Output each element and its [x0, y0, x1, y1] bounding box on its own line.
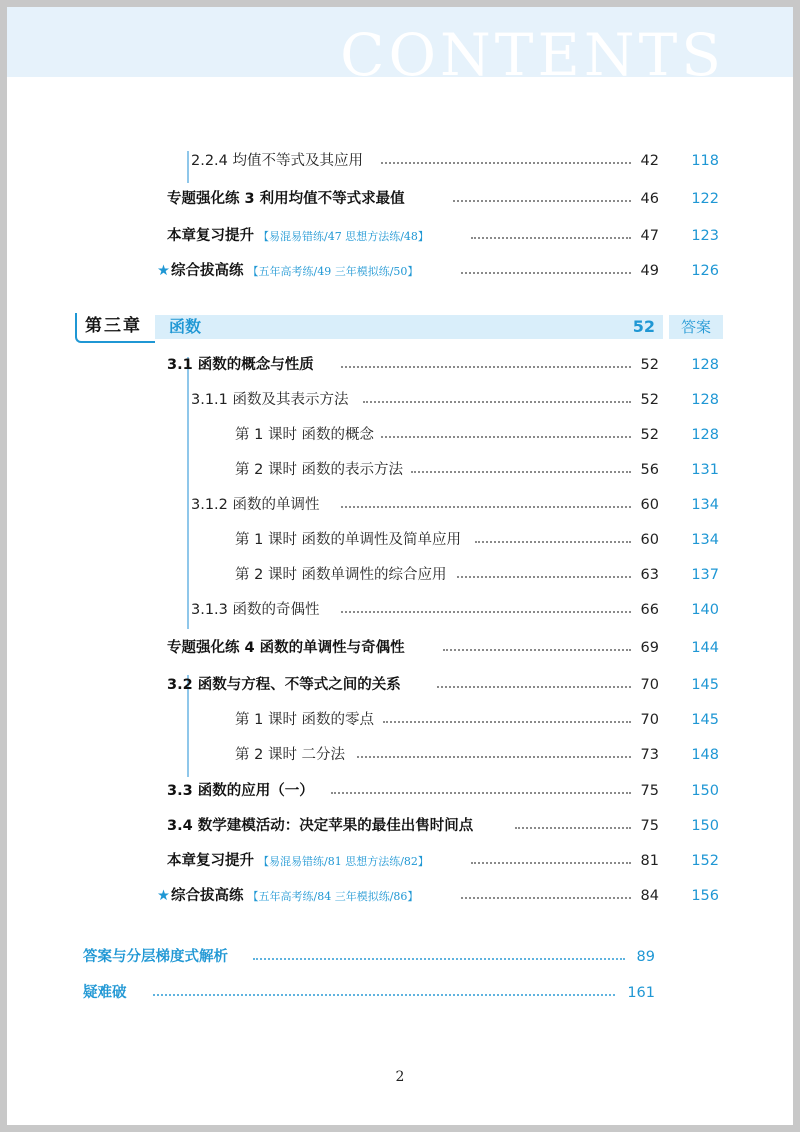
toc-row-page: 52 — [640, 392, 659, 408]
toc-row-label: 综合拔高练 — [171, 263, 244, 279]
toc-row-page: 75 — [640, 783, 659, 799]
toc-row-page: 60 — [640, 497, 659, 513]
appendix-page: 89 — [636, 949, 655, 965]
toc-row[interactable] — [167, 353, 727, 377]
toc-row[interactable] — [157, 259, 727, 283]
toc-row-label: 3.3 函数的应用（一） — [167, 783, 314, 799]
leader-dots — [471, 237, 631, 239]
toc-row-label: 第 1 课时 函数的概念 — [235, 427, 375, 443]
leader-dots — [443, 649, 631, 651]
toc-row-answer-page: 128 — [691, 427, 719, 443]
toc-row[interactable] — [235, 458, 727, 482]
toc-row-answer-page: 126 — [691, 263, 719, 279]
toc-row-answer-page: 156 — [691, 888, 719, 904]
chapter-label: 第三章 — [85, 316, 142, 336]
toc-row-answer-page: 128 — [691, 392, 719, 408]
toc-row-answer-page: 150 — [691, 783, 719, 799]
toc-row-label: 本章复习提升 — [167, 228, 254, 244]
toc-row-answer-page: 118 — [691, 153, 719, 169]
toc-row[interactable] — [235, 708, 727, 732]
toc-row[interactable] — [235, 528, 727, 552]
toc-row-page: 66 — [640, 602, 659, 618]
toc-row-note: 【五年高考练/49 三年模拟练/50】 — [247, 265, 419, 278]
toc-row-page: 63 — [640, 567, 659, 583]
toc-row-answer-page: 128 — [691, 357, 719, 373]
section-guide-line — [187, 151, 189, 183]
toc-row-label: 3.2 函数与方程、不等式之间的关系 — [167, 677, 401, 693]
leader-dots — [253, 958, 625, 960]
toc-page — [7, 7, 793, 1125]
toc-row-page: 47 — [640, 228, 659, 244]
toc-row-label: 专题强化练 4 函数的单调性与奇偶性 — [167, 640, 405, 656]
toc-row-page: 84 — [640, 888, 659, 904]
leader-dots — [341, 506, 631, 508]
leader-dots — [383, 721, 631, 723]
toc-row-note: 【易混易错练/47 思想方法练/48】 — [258, 230, 429, 243]
leader-dots — [461, 272, 631, 274]
star-icon: ★ — [157, 888, 170, 904]
star-icon: ★ — [157, 263, 170, 279]
toc-row-label: 第 2 课时 二分法 — [235, 747, 346, 763]
toc-row-page: 49 — [640, 263, 659, 279]
leader-dots — [331, 792, 631, 794]
answer-column-tag: 答案 — [669, 315, 723, 339]
toc-row-page: 70 — [640, 677, 659, 693]
leader-dots — [453, 200, 631, 202]
toc-row[interactable] — [191, 149, 727, 173]
toc-row-page: 60 — [640, 532, 659, 548]
toc-row[interactable] — [167, 814, 727, 838]
toc-row[interactable] — [167, 849, 727, 873]
toc-row-label: 2.2.4 均值不等式及其应用 — [191, 153, 364, 169]
toc-row-label: 第 1 课时 函数的零点 — [235, 712, 375, 728]
toc-row-answer-page: 144 — [691, 640, 719, 656]
toc-row[interactable] — [235, 423, 727, 447]
leader-dots — [475, 541, 631, 543]
appendix-label: 答案与分层梯度式解析 — [83, 949, 228, 965]
toc-row-note: 【五年高考练/84 三年模拟练/86】 — [247, 890, 419, 903]
chapter-header-bar — [155, 315, 663, 339]
leader-dots — [381, 436, 631, 438]
leader-dots — [341, 366, 631, 368]
toc-row-page: 81 — [640, 853, 659, 869]
toc-row[interactable] — [191, 493, 727, 517]
page-number: 2 — [395, 1069, 405, 1085]
toc-row-label: 3.1 函数的概念与性质 — [167, 357, 314, 373]
toc-row-answer-page: 134 — [691, 497, 719, 513]
appendix-page: 161 — [627, 985, 655, 1001]
toc-row-page: 70 — [640, 712, 659, 728]
toc-row-page: 42 — [640, 153, 659, 169]
toc-row-page: 52 — [640, 357, 659, 373]
toc-row[interactable] — [235, 743, 727, 767]
toc-row-answer-page: 152 — [691, 853, 719, 869]
contents-banner — [7, 7, 793, 89]
leader-dots — [363, 401, 631, 403]
toc-row-answer-page: 122 — [691, 191, 719, 207]
toc-row[interactable] — [191, 388, 727, 412]
toc-row-label: 3.1.1 函数及其表示方法 — [191, 392, 349, 408]
toc-row-answer-page: 123 — [691, 228, 719, 244]
toc-row[interactable] — [167, 779, 727, 803]
toc-row-answer-page: 131 — [691, 462, 719, 478]
leader-dots — [457, 576, 631, 578]
toc-row-answer-page: 134 — [691, 532, 719, 548]
leader-dots — [437, 686, 631, 688]
toc-row-answer-page: 150 — [691, 818, 719, 834]
toc-row[interactable] — [167, 224, 727, 248]
toc-row-answer-page: 148 — [691, 747, 719, 763]
toc-row-answer-page: 145 — [691, 677, 719, 693]
toc-row-page: 69 — [640, 640, 659, 656]
leader-dots — [411, 471, 631, 473]
toc-row-label: 第 2 课时 函数单调性的综合应用 — [235, 567, 447, 583]
toc-appendix-row[interactable] — [83, 981, 663, 1005]
toc-row[interactable] — [167, 636, 727, 660]
toc-row-label: 3.1.2 函数的单调性 — [191, 497, 320, 513]
toc-row-label: 3.4 数学建模活动：决定苹果的最佳出售时间点 — [167, 818, 474, 834]
toc-row-label: 第 2 课时 函数的表示方法 — [235, 462, 404, 478]
toc-row-note: 【易混易错练/81 思想方法练/82】 — [258, 855, 429, 868]
toc-row-answer-page: 137 — [691, 567, 719, 583]
leader-dots — [515, 827, 631, 829]
leader-dots — [357, 756, 631, 758]
toc-row-page: 73 — [640, 747, 659, 763]
toc-row[interactable] — [235, 563, 727, 587]
toc-row-page: 46 — [640, 191, 659, 207]
toc-row-page: 52 — [640, 427, 659, 443]
toc-row-label: 3.1.3 函数的奇偶性 — [191, 602, 320, 618]
toc-row-answer-page: 145 — [691, 712, 719, 728]
toc-row-label: 本章复习提升 — [167, 853, 254, 869]
chapter-title[interactable]: 函数 — [169, 317, 202, 336]
leader-dots — [153, 994, 615, 996]
banner-title: CONTENTS — [340, 21, 725, 89]
toc-row-label: 综合拔高练 — [171, 888, 244, 904]
toc-row-page: 56 — [640, 462, 659, 478]
toc-row[interactable] — [157, 884, 727, 908]
leader-dots — [471, 862, 631, 864]
toc-row[interactable] — [167, 673, 727, 697]
toc-row[interactable] — [167, 187, 727, 211]
toc-row-label: 专题强化练 3 利用均值不等式求最值 — [167, 191, 405, 207]
appendix-label: 疑难破 — [83, 985, 127, 1001]
toc-appendix-row[interactable] — [83, 945, 663, 969]
toc-row-page: 75 — [640, 818, 659, 834]
chapter-page: 52 — [632, 317, 655, 336]
toc-row-label: 第 1 课时 函数的单调性及简单应用 — [235, 532, 462, 548]
leader-dots — [341, 611, 631, 613]
leader-dots — [461, 897, 631, 899]
toc-row[interactable] — [191, 598, 727, 622]
toc-row-answer-page: 140 — [691, 602, 719, 618]
leader-dots — [381, 162, 631, 164]
section-guide-line — [187, 357, 189, 629]
